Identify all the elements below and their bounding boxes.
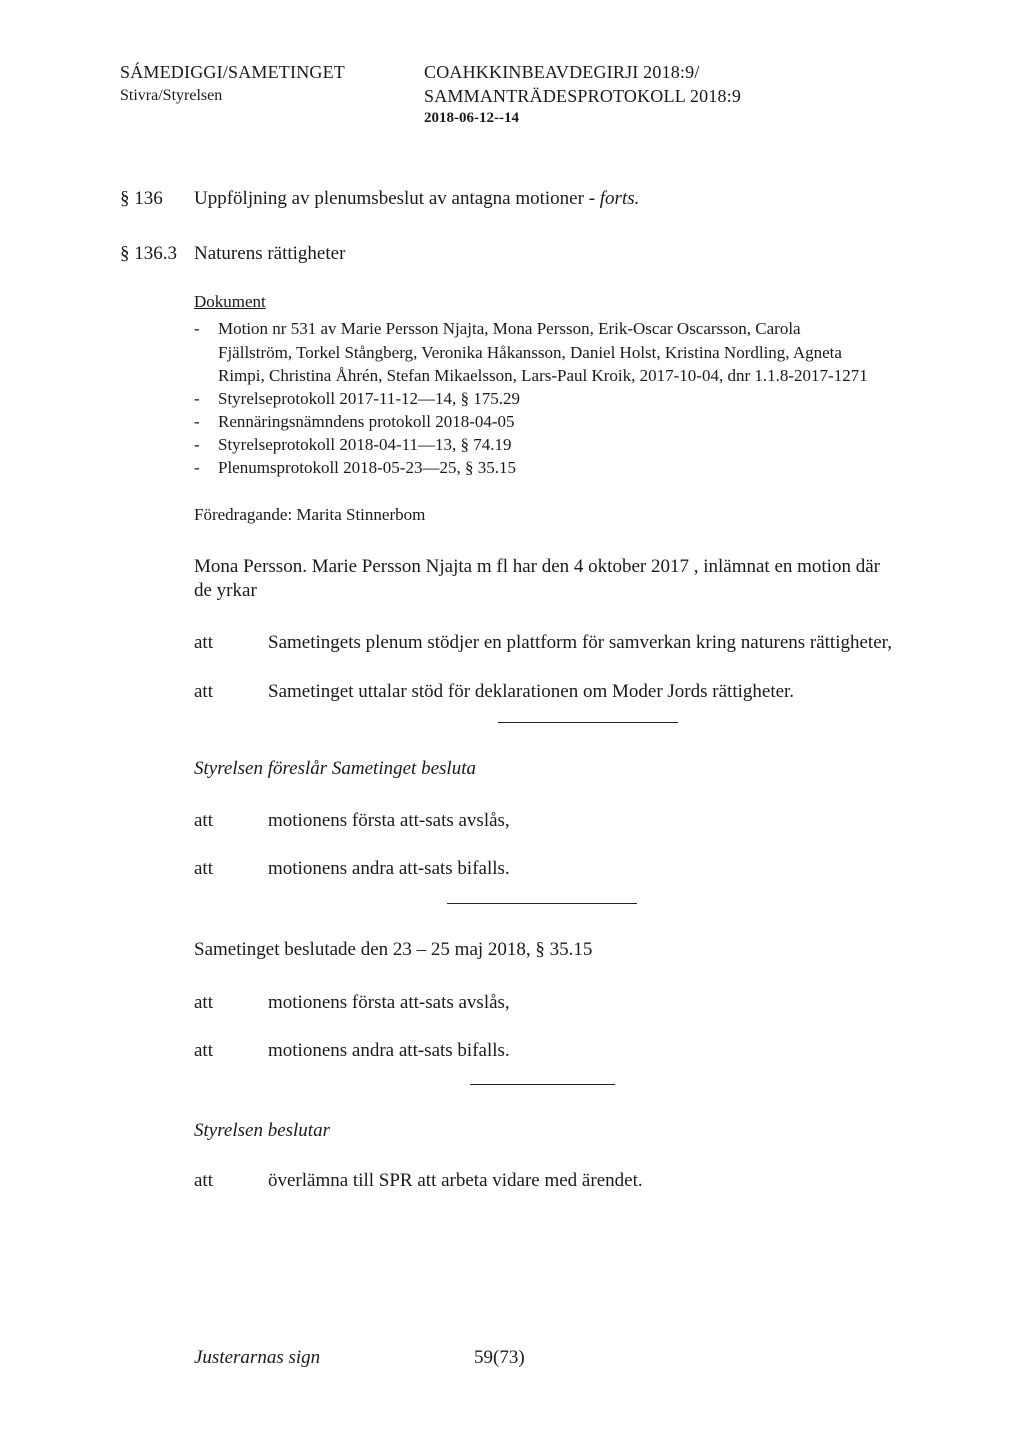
- protocol-id-swedish: SAMMANTRÄDESPROTOKOLL 2018:9: [424, 86, 742, 106]
- document-item: Styrelseprotokoll 2017-11-12—14, § 175.29: [218, 389, 521, 408]
- proposal-item: motionens första att-sats avslås,: [268, 810, 510, 831]
- intro-text: Mona Persson. Marie Persson Njajta m fl har den 4 oktober 2017 , inlämnat en motion där: [194, 556, 880, 577]
- motion-demand: Sametinget uttalar stöd för deklarationen om Moder Jords rättigheter.: [268, 681, 795, 702]
- document-item: Motion nr 531 av Marie Persson Njajta, Mona Persson, Erik-Oscar Oscarsson, Carola: [218, 319, 801, 338]
- document-item-cont: Rimpi, Christina Åhrén, Stefan Mikaelsson, Lars-Paul Kroik, 2017-10-04, dnr 1.1.8-2017-1271: [218, 366, 868, 385]
- board-proposal-heading: Styrelsen föreslår Sametinget besluta: [194, 758, 476, 779]
- att-label: att: [194, 810, 213, 831]
- section-title-main: Uppföljning av plenumsbeslut av antagna motioner - forts.: [194, 188, 640, 209]
- signature-label: Justerarnas sign: [194, 1347, 321, 1368]
- list-bullet: -: [194, 435, 200, 454]
- list-bullet: -: [194, 319, 200, 338]
- list-bullet: -: [194, 389, 200, 408]
- list-bullet: -: [194, 412, 200, 431]
- section-title-sub: Naturens rättigheter: [194, 243, 346, 264]
- decision-item: motionens första att-sats avslås,: [268, 992, 510, 1013]
- decision-item: motionens andra att-sats bifalls.: [268, 1040, 510, 1061]
- section-heading-main: [120, 188, 163, 210]
- section-symbol: §: [120, 243, 130, 264]
- separator-line: [470, 1084, 615, 1085]
- separator-line: [447, 903, 637, 904]
- presenter: Föredragande: Marita Stinnerbom: [194, 505, 426, 524]
- board-decision-heading: Styrelsen beslutar: [194, 1120, 330, 1141]
- att-label: att: [194, 681, 213, 702]
- section-heading-sub: [120, 243, 177, 265]
- att-label: att: [194, 632, 213, 653]
- section-symbol: §: [120, 188, 130, 209]
- att-label: att: [194, 1170, 213, 1191]
- att-label: att: [194, 992, 213, 1013]
- att-label: att: [194, 858, 213, 879]
- separator-line: [498, 722, 678, 723]
- org-name: SÁMEDIGGI/SAMETINGET: [120, 62, 345, 82]
- section-number: 136: [134, 188, 163, 209]
- document-item-cont: Fjällström, Torkel Stångberg, Veronika Håkansson, Daniel Holst, Kristina Nordling, Agneta: [218, 343, 842, 362]
- protocol-date: 2018-06-12--14: [424, 110, 519, 126]
- list-bullet: -: [194, 458, 200, 477]
- att-label: att: [194, 1040, 213, 1061]
- protocol-id-sami: COAHKKINBEAVDEGIRJI 2018:9/: [424, 62, 700, 82]
- page-number: 59(73): [474, 1347, 525, 1368]
- document-item: Plenumsprotokoll 2018-05-23—25, § 35.15: [218, 458, 516, 477]
- section-title-continued: forts.: [599, 188, 640, 209]
- proposal-item: motionens andra att-sats bifalls.: [268, 858, 510, 879]
- org-unit: Stivra/Styrelsen: [120, 87, 223, 104]
- intro-text-cont: de yrkar: [194, 580, 257, 601]
- motion-demand: Sametingets plenum stödjer en plattform för samverkan kring naturens rättigheter,: [268, 632, 892, 653]
- section-number: 136.3: [134, 243, 177, 264]
- documents-heading: Dokument: [194, 292, 266, 311]
- document-item: Rennäringsnämndens protokoll 2018-04-05: [218, 412, 515, 431]
- document-item: Styrelseprotokoll 2018-04-11—13, § 74.19: [218, 435, 512, 454]
- board-decision-item: överlämna till SPR att arbeta vidare med ärendet.: [268, 1170, 643, 1191]
- plenum-decision-heading: Sametinget beslutade den 23 – 25 maj 2018, § 35.15: [194, 939, 593, 960]
